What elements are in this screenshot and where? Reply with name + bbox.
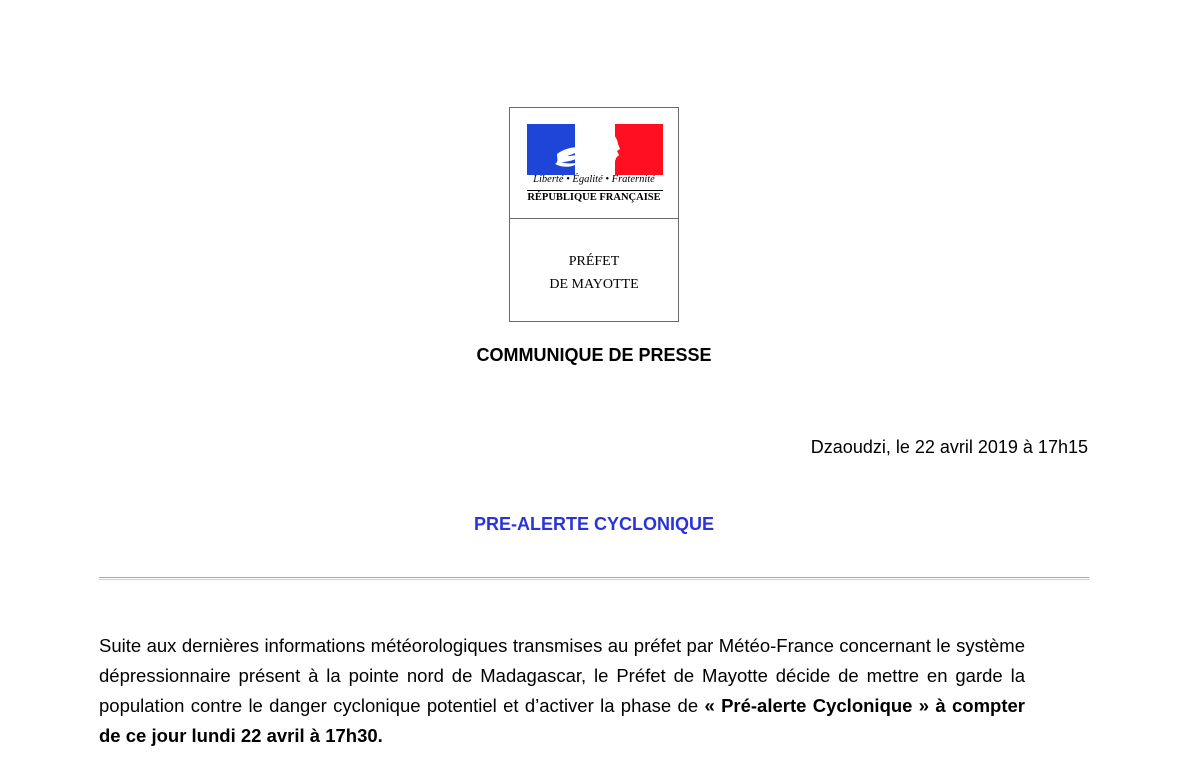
prefet-line-1: PRÉFET xyxy=(568,254,620,269)
alert-title: PRE-ALERTE CYCLONIQUE xyxy=(473,514,714,534)
dateline: Dzaoudzi, le 22 avril 2019 à 17h15 xyxy=(810,437,1088,457)
prefet-line-2: DE MAYOTTE xyxy=(549,277,639,292)
prefecture-logo xyxy=(509,107,679,322)
body-paragraph xyxy=(99,631,1025,751)
document-type-heading: COMMUNIQUE DE PRESSE xyxy=(476,345,712,365)
marianne-flag-icon xyxy=(527,124,663,175)
republique-francaise-label: RÉPUBLIQUE FRANÇAISE xyxy=(527,192,661,203)
motto-text: Liberté • Égalité • Fraternité xyxy=(533,174,655,185)
body-text-regular: Suite aux dernières informations météorologiques transmises au préfet par Météo-France concernant le système dépressionnaire présent à la pointe nord de Madagascar, le Préfet de Mayotte décide de mettre en garde la population contre le danger cyclonique potentiel et d’activer la phase de xyxy=(99,634,1025,716)
body-text-bold: « Pré-alerte Cyclonique » à compter de ce jour lundi 22 avril à 17h30. xyxy=(99,694,1025,746)
motto-divider xyxy=(527,190,663,191)
horizontal-divider xyxy=(99,577,1089,580)
prefet-label xyxy=(510,250,678,296)
marianne-logo xyxy=(510,108,678,219)
